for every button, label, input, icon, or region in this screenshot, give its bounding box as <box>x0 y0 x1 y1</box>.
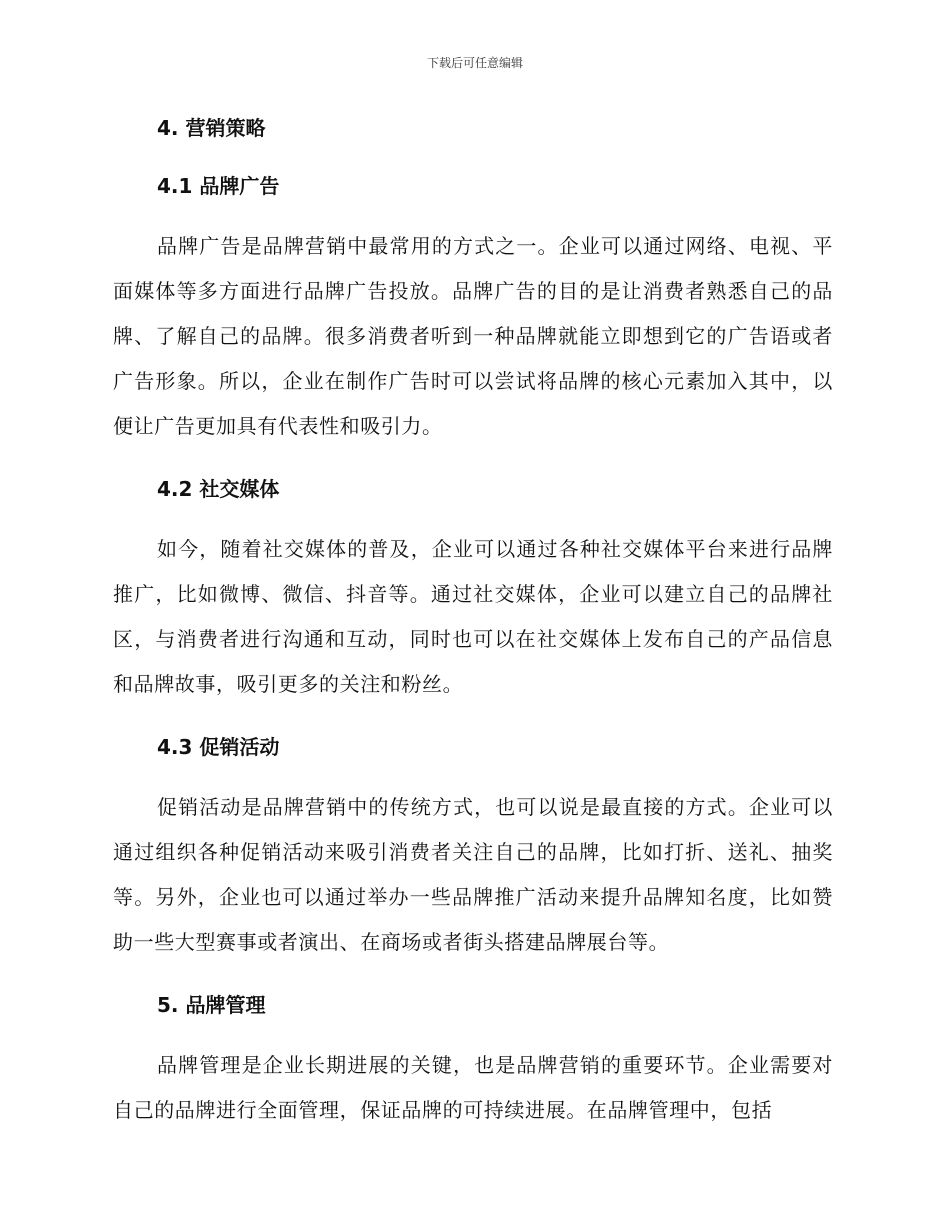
section-heading-4-2: 4.2 社交媒体 <box>157 477 280 501</box>
paragraph-brand-management: 品牌管理是企业长期进展的关键，也是品牌营销的重要环节。企业需要对自己的品牌进行全面管理，保证品牌的可持续进展。在品牌管理中，包括 <box>113 1053 833 1122</box>
document-body <box>113 110 833 1133</box>
section-heading-4-1: 4.1 品牌广告 <box>157 174 280 198</box>
paragraph-promotions: 促销活动是品牌营销中的传统方式，也可以说是最直接的方式。企业可以通过组织各种促销活动来吸引消费者关注自己的品牌，比如打折、送礼、抽奖等。另外，企业也可以通过举办一些品牌推广活动来提升品牌知名度，比如赞助一些大型赛事或者演出、在商场或者街头搭建品牌展台等。 <box>113 795 833 954</box>
paragraph-social-media: 如今，随着社交媒体的普及，企业可以通过各种社交媒体平台来进行品牌推广，比如微博、微信、抖音等。通过社交媒体，企业可以建立自己的品牌社区，与消费者进行沟通和互动，同时也可以在社交媒体上发布自己的产品信息和品牌故事，吸引更多的关注和粉丝。 <box>113 537 833 696</box>
section-heading-4: 4. 营销策略 <box>157 116 266 140</box>
section-heading-5: 5. 品牌管理 <box>157 993 266 1017</box>
section-heading-4-3: 4.3 促销活动 <box>157 735 280 759</box>
paragraph-brand-advertising: 品牌广告是品牌营销中最常用的方式之一。企业可以通过网络、电视、平面媒体等多方面进行品牌广告投放。品牌广告的目的是让消费者熟悉自己的品牌、了解自己的品牌。很多消费者听到一种品牌就能立即想到它的广告语或者广告形象。所以，企业在制作广告时可以尝试将品牌的核心元素加入其中，以便让广告更加具有代表性和吸引力。 <box>113 234 833 438</box>
page-header: 下载后可任意编辑 <box>426 56 523 70</box>
